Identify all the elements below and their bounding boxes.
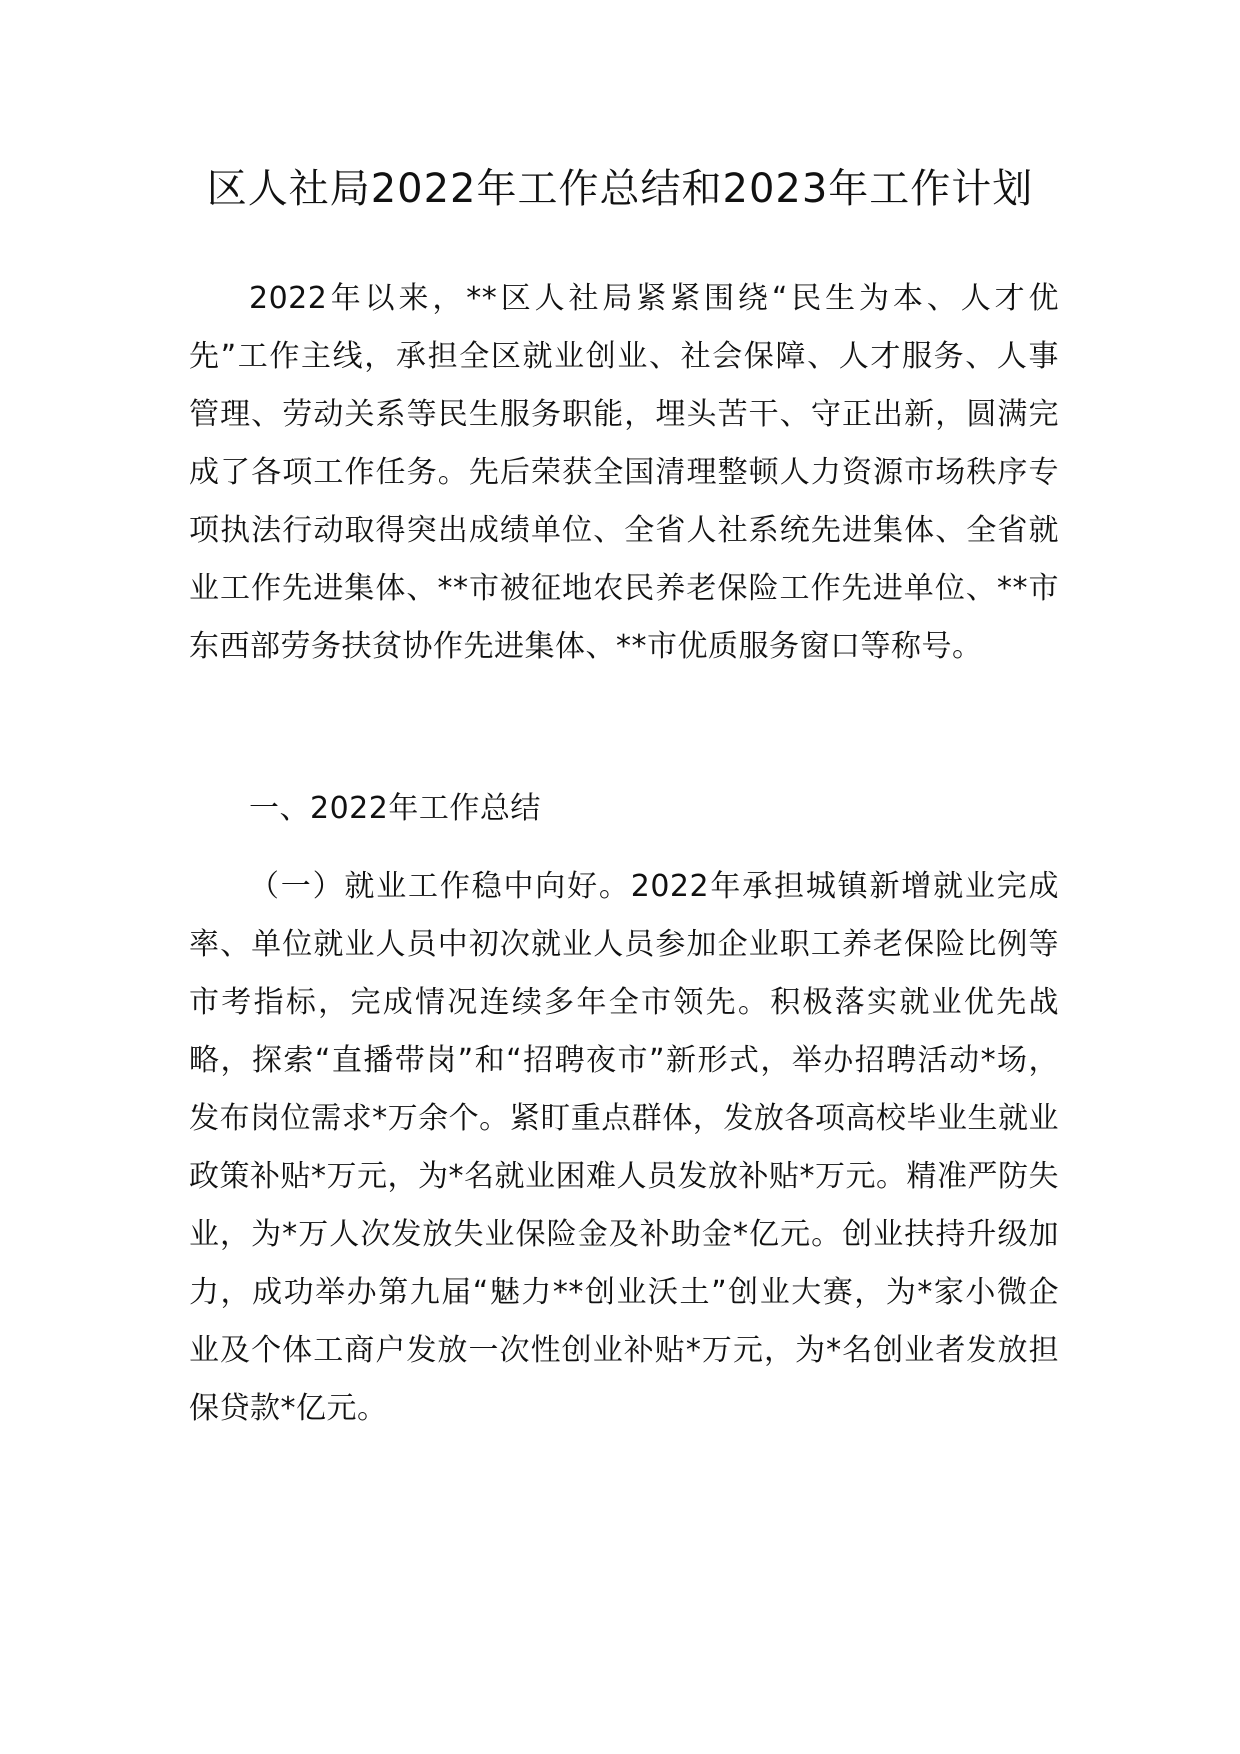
- section-heading-block: [189, 780, 1059, 838]
- document-title: 区人社局2022年工作总结和2023年工作计划: [206, 166, 1034, 212]
- employment-body: 2022年承担城镇新增就业完成率、单位就业人员中初次就业人员参加企业职工养老保险比例等市考指标，完成情况连续多年全市领先。积极落实就业优先战略，探索“直播带岗”和“招聘夜市”新形式，举办招聘活动*场，发布岗位需求*万余个。紧盯重点群体，发放各项高校毕业生就业政策补贴*万元，为*名就业困难人员发放补贴*万元。精准严防失业，为*万人次发放失业保险金及补助金*亿元。创业扶持升级加力，成功举办第九届“魅力**创业沃土”创业大赛，为*家小微企业及个体工商户发放一次性创业补贴*万元，为*名创业者发放担保贷款*亿元。: [189, 869, 1059, 1426]
- intro-section: [189, 270, 1059, 676]
- intro-paragraph: 2022年以来，**区人社局紧紧围绕“民生为本、人才优先”工作主线，承担全区就业创业、社会保障、人才服务、人事管理、劳动关系等民生服务职能，埋头苦干、守正出新，圆满完成了各项工作任务。先后荣获全国清理整顿人力资源市场秩序专项执法行动取得突出成绩单位、全省人社系统先进集体、全省就业工作先进集体、**市被征地农民养老保险工作先进单位、**市东西部劳务扶贫协作先进集体、**市优质服务窗口等称号。: [189, 281, 1059, 664]
- employment-paragraph: [189, 858, 1059, 1438]
- section1-heading: 一、2022年工作总结: [249, 791, 541, 826]
- employment-subheading: （一）就业工作稳中向好。: [249, 869, 631, 904]
- employment-section: [189, 858, 1059, 1438]
